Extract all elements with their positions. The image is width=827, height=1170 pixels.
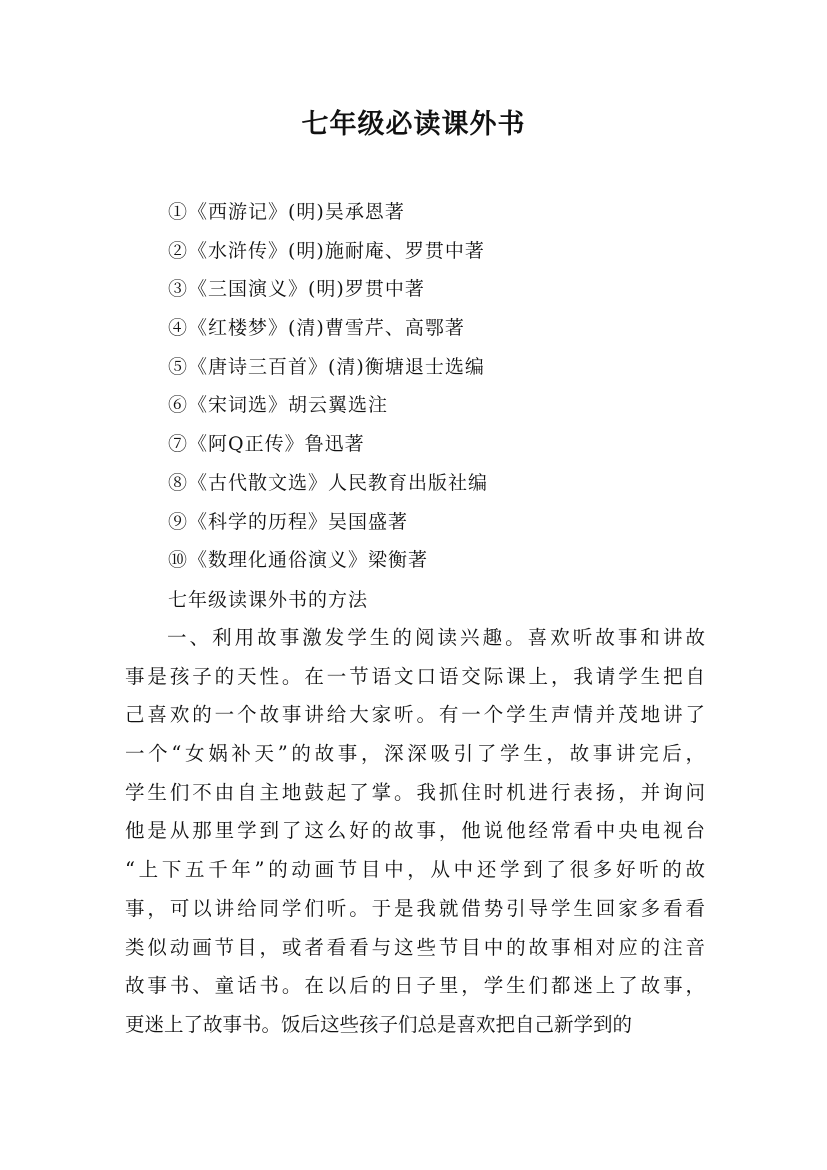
book-item-4: ④《红楼梦》(清)曹雪芹、高鄂著: [168, 317, 465, 340]
book-item-10: ⑩《数理化通俗演义》梁衡著: [168, 549, 429, 572]
paragraph-line: 他是从那里学到了这么好的故事，他说他经常看中央电视台: [125, 819, 705, 843]
paragraph-line: 故事书、童话书。在以后的日子里，学生们都迷上了故事，: [125, 974, 705, 998]
book-item-2: ②《水浒传》(明)施耐庵、罗贯中著: [168, 239, 485, 262]
book-list: [168, 196, 728, 583]
paragraph-line: 更迷上了故事书。饭后这些孩子们总是喜欢把自己新学到的: [125, 1012, 633, 1036]
paragraph-line: 己喜欢的一个故事讲给大家听。有一个学生声情并茂地讲了: [125, 703, 705, 727]
book-item-5: ⑤《唐诗三百首》(清)衡塘退士选编: [168, 355, 485, 378]
paragraph-line: 事，可以讲给同学们听。于是我就借势引导学生回家多看看: [125, 896, 705, 920]
paragraph-line: 事是孩子的天性。在一节语文口语交际课上，我请学生把自: [125, 664, 705, 688]
book-item-3: ③《三国演义》(明)罗贯中著: [168, 278, 425, 301]
book-item-6: ⑥《宋词选》胡云翼选注: [168, 394, 389, 417]
paragraph-line: 一、利用故事激发学生的阅读兴趣。喜欢听故事和讲故: [167, 626, 705, 649]
paragraph-line: 一个“女娲补天”的故事，深深吸引了学生，故事讲完后，: [125, 742, 705, 766]
book-item-1: ①《西游记》(明)吴承恩著: [168, 201, 405, 223]
book-item-8: ⑧《古代散文选》人民教育出版社编: [168, 471, 489, 494]
method-heading: 七年级读课外书的方法: [168, 589, 369, 611]
book-item-7: ⑦《阿Q正传》鲁迅著: [168, 433, 365, 456]
paragraph-line: “上下五千年”的动画节目中，从中还学到了很多好听的故: [125, 858, 705, 882]
page-title: 七年级必读课外书: [301, 109, 526, 140]
body-paragraph: [125, 622, 705, 1048]
book-item-9: ⑨《科学的历程》吴国盛著: [168, 510, 409, 533]
paragraph-line: 类似动画节目，或者看看与这些节目中的故事相对应的注音: [125, 935, 705, 959]
paragraph-line: 学生们不由自主地鼓起了掌。我抓住时机进行表扬，并询问: [125, 780, 705, 804]
